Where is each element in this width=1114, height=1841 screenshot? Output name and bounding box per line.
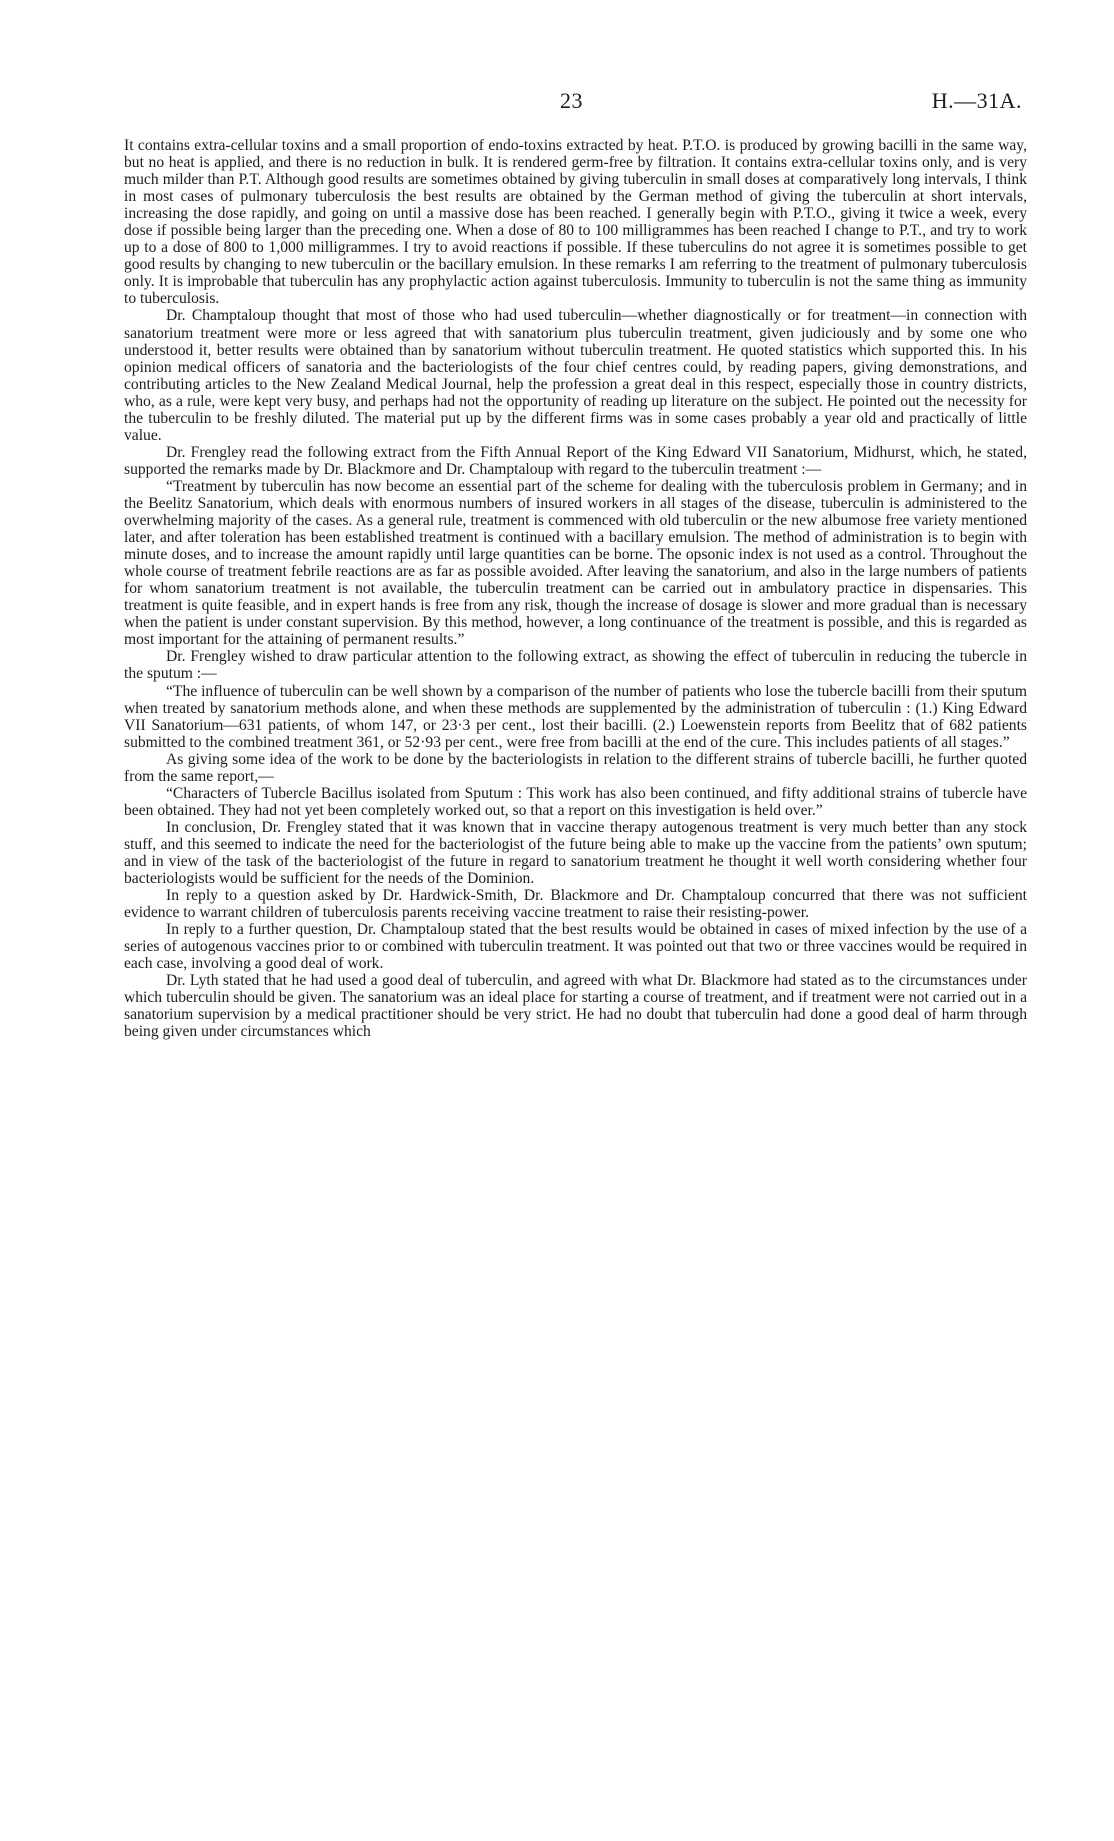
quoted-paragraph: “Treatment by tuberculin has now become an essential part of the scheme for dealing with the tuberculosis problem in Germany; and in the Beelitz Sanatorium, which deals with enormous numbers of insured workers in all stages of the disease, tuberculin is administered to the overwhelming majority of the cases. As a general rule, treatment is commenced with old tuberculin or the new albumose free variety mentioned later, and after toleration has been established treatment is continued with a bacillary emulsion. The method of administration is to begin with minute doses, and to increase the amount rapidly until large quantities can be borne. The opsonic index is not used as a control. Throughout the whole course of treatment febrile reactions are as far as possible avoided. After leaving the sanatorium, and also in the large numbers of patients for whom sanatorium treatment is not available, the tuberculin treatment can be carried out in ambulatory practice in dispensaries. This treatment is quite feasible, and in expert hands is free from any risk, though the increase of dosage is slower and more gradual than is necessary when the patient is under constant supervision. By this method, however, a long continuance of the treatment is possible, and this is regarded as most important for the attaining of permanent results.”: [124, 477, 1027, 649]
paragraph: It contains extra-cellular toxins and a small proportion of endo-toxins extracted by heat. P.T.O. is produced by growing bacilli in the same way, but no heat is applied, and there is no reduction in bulk. It is rendered germ-free by filtration. It contains extra-cellular toxins only, and is very much milder than P.T. Although good results are sometimes obtained by giving tuberculin in small doses at comparatively long intervals, I think in most cases of pulmonary tuberculosis the best results are obtained by the German method of giving the tuberculin at short intervals, increasing the dose rapidly, and going on until a massive dose has been reached. I generally begin with P.T.O., giving it twice a week, every dose if possible being larger than the preceding one. When a dose of 80 to 100 milligrammes has been reached I change to P.T., and try to work up to a dose of 800 to 1,000 milligrammes. I try to avoid reactions if possible. If these tuberculins do not agree it is sometimes possible to get good results by changing to new tuberculin or the bacillary emulsion. In these remarks I am referring to the treatment of pulmonary tuberculosis only. It is improbable that tuberculin has any prophylactic action against tuberculosis. Immunity to tuberculin is not the same thing as immunity to tuberculosis.: [124, 137, 1027, 308]
paragraph: In conclusion, Dr. Frengley stated that it was known that in vaccine therapy autogenous treatment is very much better than any stock stuff, and this seemed to indicate the need for the bacteriologist of the future being able to make up the vaccine from the patients’ own sputum; and in view of the task of the bacteriologist of the future in regard to sanatorium treatment he thought it well worth considering whether four bacteriologists would be sufficient for the needs of the Dominion.: [124, 818, 1027, 888]
document-reference: H.—31A.: [931, 88, 1022, 113]
paragraph: Dr. Frengley read the following extract from the Fifth Annual Report of the King Edward VII Sanatorium, Midhurst, which, he stated, supported the remarks made by Dr. Blackmore and Dr. Champtaloup with regard to the tuberculin treatment :—: [124, 443, 1027, 478]
body-text: [124, 137, 1027, 1040]
paragraph: In reply to a question asked by Dr. Hardwick-Smith, Dr. Blackmore and Dr. Champtaloup concurred that there was not sufficient evidence to warrant children of tuberculosis parents receiving vaccine treatment to raise their resisting-power.: [124, 887, 1027, 922]
paragraph: Dr. Lyth stated that he had used a good deal of tuberculin, and agreed with what Dr. Blackmore had stated as to the circumstances under which tuberculin should be given. The sanatorium was an ideal place for starting a course of treatment, and if treatment were not carried out in a sanatorium supervision by a medical practitioner should be very strict. He had no doubt that tuberculin had done a good deal of harm through being given under circumstances which: [124, 972, 1027, 1041]
paragraph: Dr. Champtaloup thought that most of those who had used tuberculin—whether diagnostically or for treatment—in connection with sanatorium treatment were more or less agreed that with sanatorium plus tuberculin treatment, given judiciously and by some one who understood it, better results were obtained than by sanatorium without tuberculin treatment. He quoted statistics which supported this. In his opinion medical officers of sanatoria and the bacteriologists of the four chief centres could, by reading papers, giving demonstrations, and contributing articles to the New Zealand Medical Journal, help the profession a great deal in this respect, especially those in country districts, who, as a rule, were kept very busy, and perhaps had not the opportunity of reading up literature on the subject. He pointed out the necessity for the tuberculin to be freshly diluted. The material put up by the different firms was in some cases probably a year old and practically of little value.: [124, 307, 1027, 444]
page-number: 23: [560, 88, 583, 113]
quoted-paragraph: “Characters of Tubercle Bacillus isolated from Sputum : This work has also been continued, and fifty additional strains of tubercle have been obtained. They had not yet been completely worked out, so that a report on this investigation is held over.”: [124, 784, 1027, 819]
paragraph: Dr. Frengley wished to draw particular attention to the following extract, as showing the effect of tuberculin in reducing the tubercle in the sputum :—: [124, 648, 1027, 683]
paragraph: As giving some idea of the work to be done by the bacteriologists in relation to the different strains of tubercle bacilli, he further quoted from the same report,—: [124, 750, 1027, 785]
paragraph: In reply to a further question, Dr. Champtaloup stated that the best results would be obtained in cases of mixed infection by the use of a series of autogenous vaccines prior to or combined with tuberculin treatment. It was pointed out that two or three vaccines would be required in each case, involving a good deal of work.: [124, 921, 1027, 973]
quoted-paragraph: “The influence of tuberculin can be well shown by a comparison of the number of patients who lose the tubercle bacilli from their sputum when treated by sanatorium methods alone, and when these methods are supplemented by the administration of tuberculin : (1.) King Edward VII Sanatorium—631 patients, of whom 147, or 23·3 per cent., lost their bacilli. (2.) Loewenstein reports from Beelitz that of 682 patients submitted to the combined treatment 361, or 52·93 per cent., were free from bacilli at the end of the cure. This includes patients of all stages.”: [124, 682, 1027, 751]
page-header: [0, 88, 1114, 116]
